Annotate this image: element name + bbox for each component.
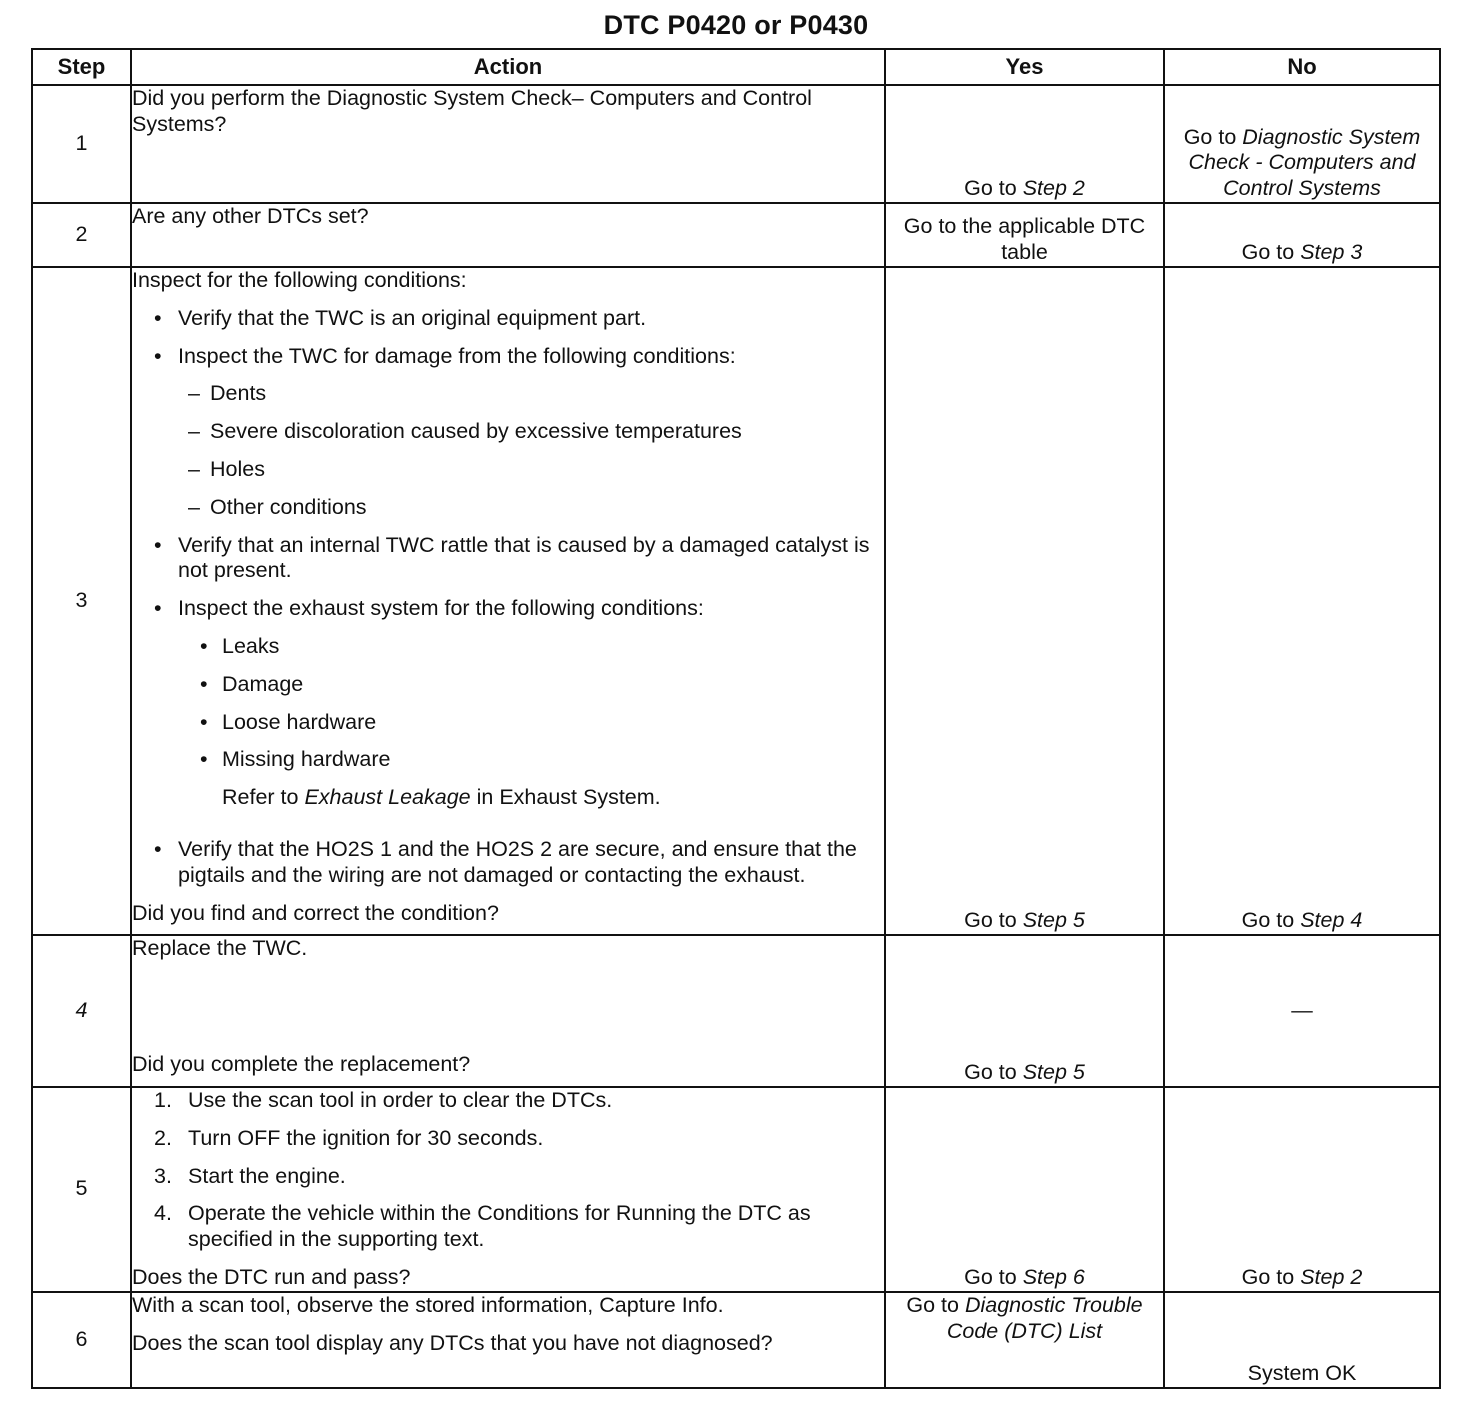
condition-list [132,306,884,370]
table-row [32,203,1440,267]
no-link[interactable]: Step 3 [1300,240,1363,265]
action-text: Replace the TWC. [132,936,308,960]
no-cell [1164,267,1440,935]
yes-link[interactable]: Step 2 [1022,176,1085,201]
list-item: • Missing hardware [200,747,391,772]
action-question: Does the scan tool display any DTCs that you have not diagnosed? [132,1330,773,1355]
exhaust-leakage-link[interactable]: Exhaust Leakage [304,785,471,810]
procedure-list [132,1088,884,1253]
table-row [32,267,1440,935]
no-text: System OK [1247,1360,1357,1385]
list-item: • Damage [200,671,304,696]
list-item: • Verify that the TWC is an original equipment part. [154,305,647,330]
list-item: • Verify that the HO2S 1 and the HO2S 2 are secure, and ensure that the pigtails and the wiring are not damaged or contacting the exhaust. [154,836,857,887]
no-cell [1164,85,1440,203]
yes-cell [885,1087,1164,1292]
yes-cell [885,1292,1164,1388]
step-number: 2 [32,203,131,267]
exhaust-list [132,634,884,773]
dash-icon: – [188,381,200,406]
bullet-icon: • [200,671,208,696]
yes-link[interactable]: Step 5 [1022,908,1085,933]
no-prefix: Go to [1241,240,1295,265]
action-question: Does the DTC run and pass? [132,1264,411,1289]
action-cell [131,203,885,267]
list-item: 2. Turn OFF the ignition for 30 seconds. [154,1125,544,1150]
no-prefix: Go to [1241,1264,1295,1289]
list-item: • Loose hardware [200,709,377,734]
action-cell [131,267,885,935]
header-action: Action [131,49,885,85]
list-item: • Verify that an internal TWC rattle that is caused by a damaged catalyst is not present. [154,532,870,583]
yes-link[interactable]: Diagnostic Trouble Code (DTC) List [946,1292,1143,1343]
step-number: 6 [32,1292,131,1388]
table-row [32,85,1440,203]
bullet-icon: • [200,633,208,658]
step-number: 3 [32,267,131,935]
bullet-icon: • [154,532,162,557]
table-row [32,1087,1440,1292]
header-yes: Yes [885,49,1164,85]
yes-link[interactable]: Step 6 [1022,1264,1085,1289]
damage-list [132,381,884,520]
action-question: Did you find and correct the condition? [132,900,499,925]
condition-list [132,837,884,889]
list-item: • Leaks [200,633,280,658]
action-question: Did you complete the replacement? [132,1051,471,1076]
yes-prefix: Go to [964,1060,1017,1085]
no-prefix: Go to [1183,124,1237,149]
table-row [32,1292,1440,1388]
condition-list [132,533,884,622]
list-item: – Holes [188,456,265,481]
table-row [32,935,1440,1087]
yes-cell [885,267,1164,935]
yes-prefix: Go to [964,176,1017,201]
list-item: 4. Operate the vehicle within the Conditions for Running the DTC as specified in the supporting text. [154,1201,811,1252]
no-prefix: Go to [1241,908,1295,933]
action-cell [131,1292,885,1388]
no-text: — [1291,998,1313,1023]
list-item: 1. Use the scan tool in order to clear the DTCs. [154,1088,613,1112]
dash-icon: – [188,419,200,444]
header-step: Step [32,49,131,85]
page-title: DTC P0420 or P0430 [603,10,869,40]
list-item: – Other conditions [188,494,367,519]
no-cell [1164,1292,1440,1388]
action-text: Are any other DTCs set? [132,204,369,228]
yes-cell [885,935,1164,1087]
bullet-icon: • [154,305,162,330]
list-item: – Severe discoloration caused by excessive temperatures [188,419,742,444]
bullet-icon: • [154,596,162,621]
refer-text: Refer to Exhaust Leakage in Exhaust System. [222,785,661,810]
list-item: – Dents [188,381,267,406]
yes-text: Go to the applicable DTC table [903,214,1146,265]
step-number: 1 [32,85,131,203]
no-link[interactable]: Diagnostic System Check - Computers and Control Systems [1188,124,1421,201]
header-row [32,49,1440,85]
step-number: 5 [32,1087,131,1292]
action-intro: Inspect for the following conditions: [132,268,467,292]
yes-prefix: Go to [964,1264,1017,1289]
dash-icon: – [188,494,200,519]
action-text: Did you perform the Diagnostic System Check– Computers and Control Systems? [132,86,812,136]
action-cell [131,1087,885,1292]
no-link[interactable]: Step 4 [1300,908,1363,933]
yes-prefix: Go to [964,908,1017,933]
bullet-icon: • [200,747,208,772]
diagnostic-table [31,48,1441,1389]
action-cell [131,935,885,1087]
list-item: • Inspect the TWC for damage from the following conditions: [154,343,736,368]
step-number: 4 [32,935,131,1087]
no-link[interactable]: Step 2 [1300,1264,1363,1289]
yes-link[interactable]: Step 5 [1022,1060,1085,1085]
bullet-icon: • [154,836,162,861]
bullet-icon: • [200,709,208,734]
yes-cell [885,203,1164,267]
action-cell [131,85,885,203]
action-text: With a scan tool, observe the stored information, Capture Info. [132,1292,724,1317]
list-item: 3. Start the engine. [154,1163,346,1188]
no-cell [1164,1087,1440,1292]
bullet-icon: • [154,343,162,368]
dash-icon: – [188,456,200,481]
no-cell [1164,935,1440,1087]
header-no: No [1164,49,1440,85]
no-cell [1164,203,1440,267]
list-item: • Inspect the exhaust system for the following conditions: [154,596,704,621]
yes-prefix: Go to [906,1292,959,1317]
yes-cell [885,85,1164,203]
